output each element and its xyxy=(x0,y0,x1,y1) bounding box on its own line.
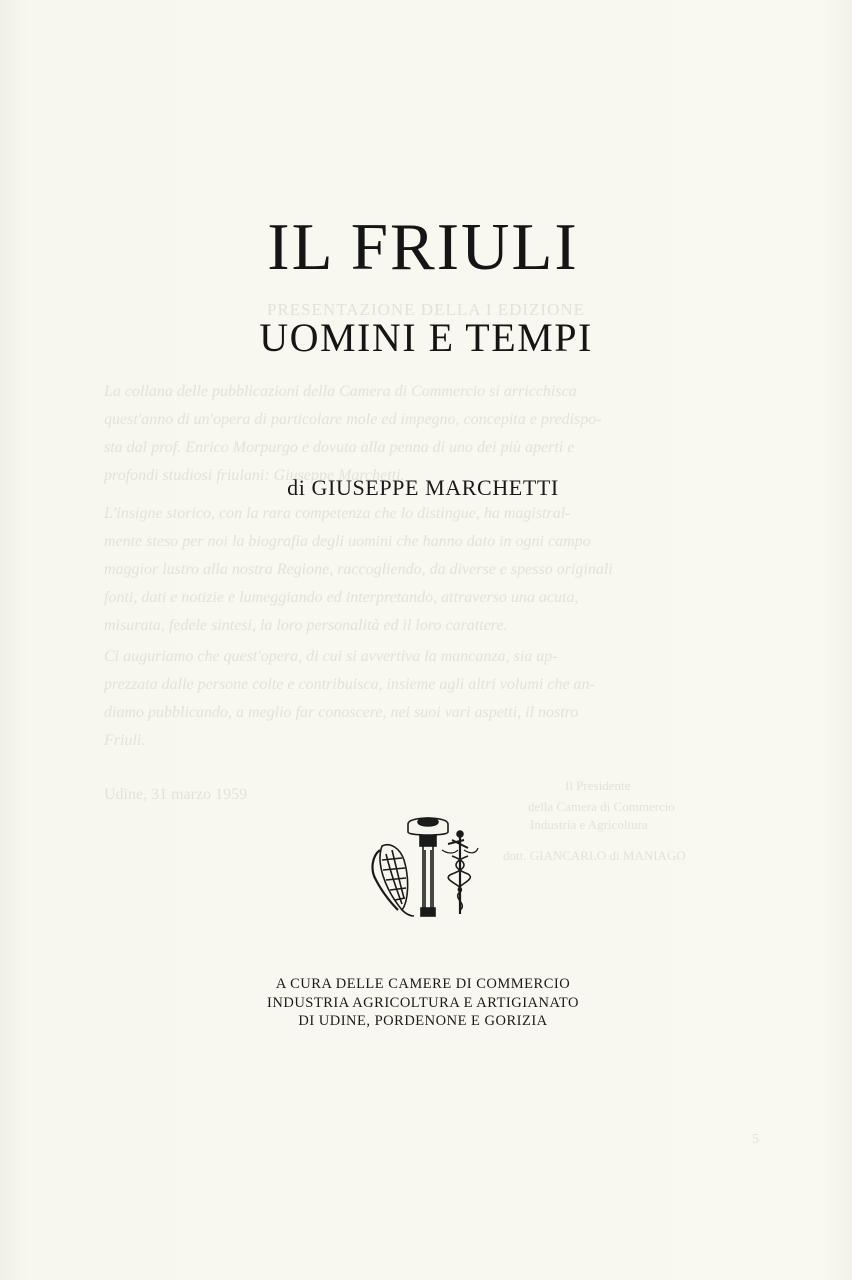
bleed-through-date: Udine, 31 marzo 1959 xyxy=(104,786,248,803)
book-subtitle: UOMINI E TEMPI xyxy=(259,315,593,360)
publisher-block xyxy=(0,975,849,1031)
bleed-through-signature-line: Il Presidente xyxy=(565,778,631,793)
book-title: IL FRIULI xyxy=(267,210,579,284)
publisher-line: INDUSTRIA AGRICOLTURA E ARTIGIANATO xyxy=(267,994,579,1011)
bleed-through-line: prezzata dalle persone colte e contribuisca, insieme agli altri volumi che an- xyxy=(104,676,595,693)
bleed-through-line: profondi studiosi friulani: Giuseppe Marchetti. xyxy=(104,467,405,484)
bleed-through-signature-line: dott. GIANCARLO di MANIAGO xyxy=(503,848,686,863)
publisher-line: DI UDINE, PORDENONE E GORIZIA xyxy=(298,1013,548,1029)
bleed-through-line: sta dal prof. Enrico Morpurgo e dovuta alla penna di uno dei più aperti e xyxy=(104,439,575,456)
bleed-through-signature-line: Industria e Agricoltura xyxy=(530,817,648,832)
bleed-through-line: misurata, fedele sintesi, la loro personalità ed il loro carattere. xyxy=(104,617,508,634)
publisher-line: A CURA DELLE CAMERE DI COMMERCIO xyxy=(275,976,571,992)
bleed-through-line: La collana delle pubblicazioni della Camera di Commercio si arricchisca xyxy=(104,383,577,400)
bleed-through-line: quest'anno di un'opera di particolare mole ed impegno, concepita e predispo- xyxy=(104,411,602,428)
bleed-through-line: mente steso per noi la biografia degli uomini che hanno dato in ogni campo xyxy=(104,533,591,550)
bleed-through-line: maggior lustro alla nostra Regione, raccogliendo, da diverse e spesso originali xyxy=(104,561,613,578)
bleed-through-line: diamo pubblicando, a meglio far conoscere, nei suoi vari aspetti, il nostro xyxy=(104,704,579,721)
bleed-through-page-number: 5 xyxy=(752,1132,759,1147)
bleed-through-line: fonti, dati e notizie e lumeggiando ed interpretando, attraverso una acuta, xyxy=(104,589,579,606)
bleed-through-line: Ci auguriamo che quest'opera, di cui si avvertiva la mancanza, sia ap- xyxy=(104,648,558,665)
bleed-through-heading: PRESENTAZIONE DELLA I EDIZIONE xyxy=(266,300,586,319)
bleed-through-signature-line: della Camera di Commercio xyxy=(528,799,675,814)
bleed-through-line: L'insigne storico, con la rara competenza che lo distingue, ha magistral- xyxy=(104,505,571,522)
chamber-of-commerce-emblem-icon xyxy=(368,810,480,920)
bleed-through-line: Friuli. xyxy=(104,732,146,749)
author-line: di GIUSEPPE MARCHETTI xyxy=(287,475,559,500)
